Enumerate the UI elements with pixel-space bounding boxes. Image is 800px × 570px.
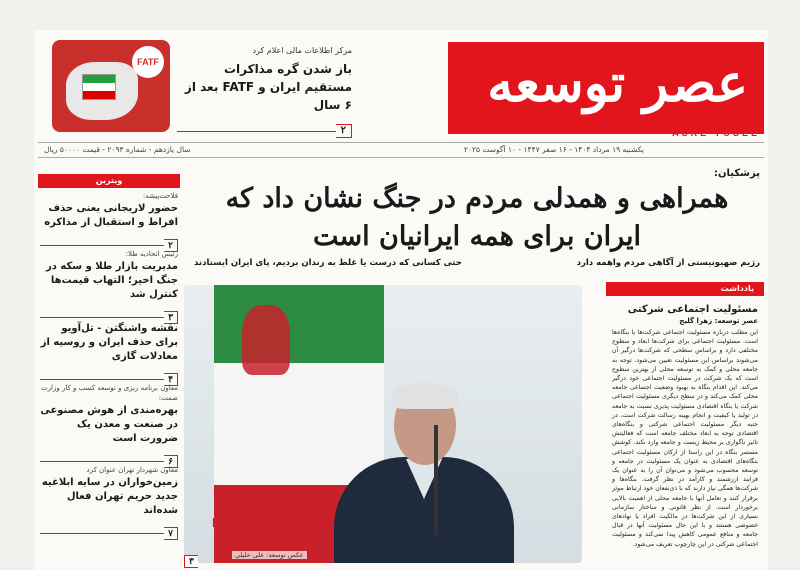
top-promo[interactable] (52, 40, 352, 136)
dateline (38, 142, 764, 158)
sidebar-item[interactable] (38, 462, 180, 538)
sidebar-item[interactable] (38, 380, 180, 466)
iran-emblem-icon (242, 305, 290, 375)
sidebar-item-title: مدیریت بازار طلا و سکه در جنگ اخیر؛ التهاب قیمت‌ها کنترل شد (46, 261, 178, 300)
logo-text: عصر توسعه (487, 53, 748, 114)
lead-photo[interactable] (184, 285, 582, 563)
iran-flag-icon (82, 74, 116, 100)
fatf-logo: FATF (132, 46, 164, 78)
note-tag: یادداشت (606, 282, 764, 296)
microphone-icon (434, 425, 438, 535)
sidebar-item[interactable] (38, 188, 180, 250)
sidebar-page-ref (40, 521, 178, 538)
masthead-logo[interactable] (448, 42, 764, 134)
sidebar-item-kicker: معاون شهردار تهران عنوان کرد (86, 466, 178, 474)
page-number: ۳ (164, 311, 178, 324)
sidebar-item-title: نقشه واشنگتن - تل‌آویو برای حذف ایران و روسیه از معادلات گازی (40, 323, 178, 362)
lead-subhead-left: حتی کسانی که درست یا غلط به زندان بردیم، پای ایران ایستادند (194, 258, 462, 268)
editorial-note[interactable] (606, 282, 764, 570)
promo-image (52, 40, 170, 132)
lead-page-ref (184, 549, 198, 568)
lead-overline: پزشکیان: (714, 168, 760, 179)
page-number: ۴ (164, 373, 178, 386)
sidebar-item-kicker: رئیس اتحادیه طلا: (125, 250, 178, 258)
sidebar-page-ref (40, 233, 178, 250)
sidebar-page-ref (40, 449, 178, 466)
page-number: ۳ (184, 555, 198, 568)
page-number: ۷ (164, 527, 178, 540)
sidebar-showcase (38, 174, 180, 570)
sidebar-item-kicker: معاون برنامه ریزی و توسعه کسب و کار وزارت صمت: (41, 384, 178, 402)
sidebar-item-kicker: فلاحت‌پیشه: (142, 192, 178, 200)
note-title: مسئولیت اجتماعی شرکتی (627, 304, 758, 315)
promo-page-ref (177, 118, 352, 136)
sidebar-tag: ویترین (38, 174, 180, 188)
page-number: ۶ (164, 455, 178, 468)
note-author: عصر توسعه: زهرا گلیج (679, 317, 758, 325)
logo-latin-text: ASRE TOSEE (672, 128, 760, 138)
page-number: ۲ (336, 124, 352, 138)
promo-headline: باز شدن گره مذاکرات مستقیم ایران و FATF بعد از ۶ سال (184, 62, 352, 112)
photo-watermark: Pishkhan.com (212, 515, 301, 530)
sidebar-page-ref (40, 367, 178, 384)
note-body: این مطلب درباره مسئولیت اجتماعی شرکت‌ها یا بنگاه‌ها است. مسئولیت اجتماعی برای شرکت‌ها ابعاد و سطوح مختلفی دارد و براساس سطحی که شرکت‌ها درگیر آن می‌شوند براساس این مسئولیت تعیین می‌شود. توجه به جامعه محلی و کمک به توسعه محلی از بهترین سطوح است که یک شرکت در مسئولیت اجتماعی خود درگیر می‌کند. این اقدام بنگاه به بهبود وضعیت اجتماعی جامعه محلی کمک می‌کند و در سطح دیگری مسئولیت اجتماعی شرکت یا بنگاه اقتصادی مسئولیت پذیری نسبت به جامعه در تولید یا کیفیت و انجام بهینه رسالت شرکت است. در جنبه دیگر مسئولیت اجتماعی شرکتی و بنگاه‌های اقتصادی توجه به ابعاد مختلف جامعه است که فعالیتش تاثیر ناگواری بر محیط زیست و جامعه وارد نکند. کوشش مستمر بنگاه در این راستا از ارکان مسئولیت اجتماعی بنگاه‌های اقتصادی به عنوان یک مسئولیت در جامعه و توسعه محسوب می‌شود و می‌توان آن را به عنوان یک فرایند ارزشمند و کارآمد در نظر گرفت. بنگاه‌ها و شرکت‌ها همگی نیاز دارند که با ذی‌نفعان خود ارتباط موثر برقرار کنند و تعامل آنها با جامعه محلی از اهمیت بالایی برخوردار است. از نظر قانونی و ساختار سازمانی بسیاری از این شرکت‌ها در مالکیت افراد یا نهادهای خصوصی هستند و با این حال مسئولیت آنها در قبال جامعه و منافع عمومی کاهش پیدا نمی‌کند و مسئولیت اجتماعی شرکتی در این چارچوب تعریف می‌شود. (612, 329, 758, 548)
date-text: یکشنبه ۱۹ مرداد ۱۴۰۴ - ۱۶ صفر ۱۴۴۷ - ۱۰ آگوست ۲۰۲۵ (463, 145, 644, 154)
lead-subhead-right: رژیم صهیونیستی از آگاهی مردم واهمه دارد (576, 258, 760, 268)
newspaper-front-page (34, 30, 768, 570)
promo-kicker: مرکز اطلاعات مالی اعلام کرد (252, 46, 352, 55)
speaker-figure (334, 385, 514, 563)
sidebar-page-ref (40, 305, 178, 322)
sidebar-item-title: حضور لاریجانی یعنی حذف افراط و استقبال از مذاکره (44, 203, 178, 228)
sidebar-item-title: بهره‌مندی از هوش مصنوعی در صنعت و معدن یک ضرورت است (40, 405, 178, 444)
photo-credit: عکس توسعه: علی خلیلی (232, 551, 307, 559)
issue-info: سال یازدهم - شماره ۲۰۹۳ - قیمت ۵۰۰۰۰ ریال (44, 145, 191, 154)
sidebar-item[interactable] (38, 318, 180, 384)
sidebar-item[interactable] (38, 246, 180, 322)
page-number: ۲ (164, 239, 178, 252)
sidebar-item-title: زمین‌خواران در سایه ابلاغیه جدید حریم تهران فعال شده‌اند (41, 477, 178, 516)
lead-headline[interactable]: همراهی و همدلی مردم در جنگ نشان داد که ایران برای همه ایرانیان است (225, 183, 729, 252)
